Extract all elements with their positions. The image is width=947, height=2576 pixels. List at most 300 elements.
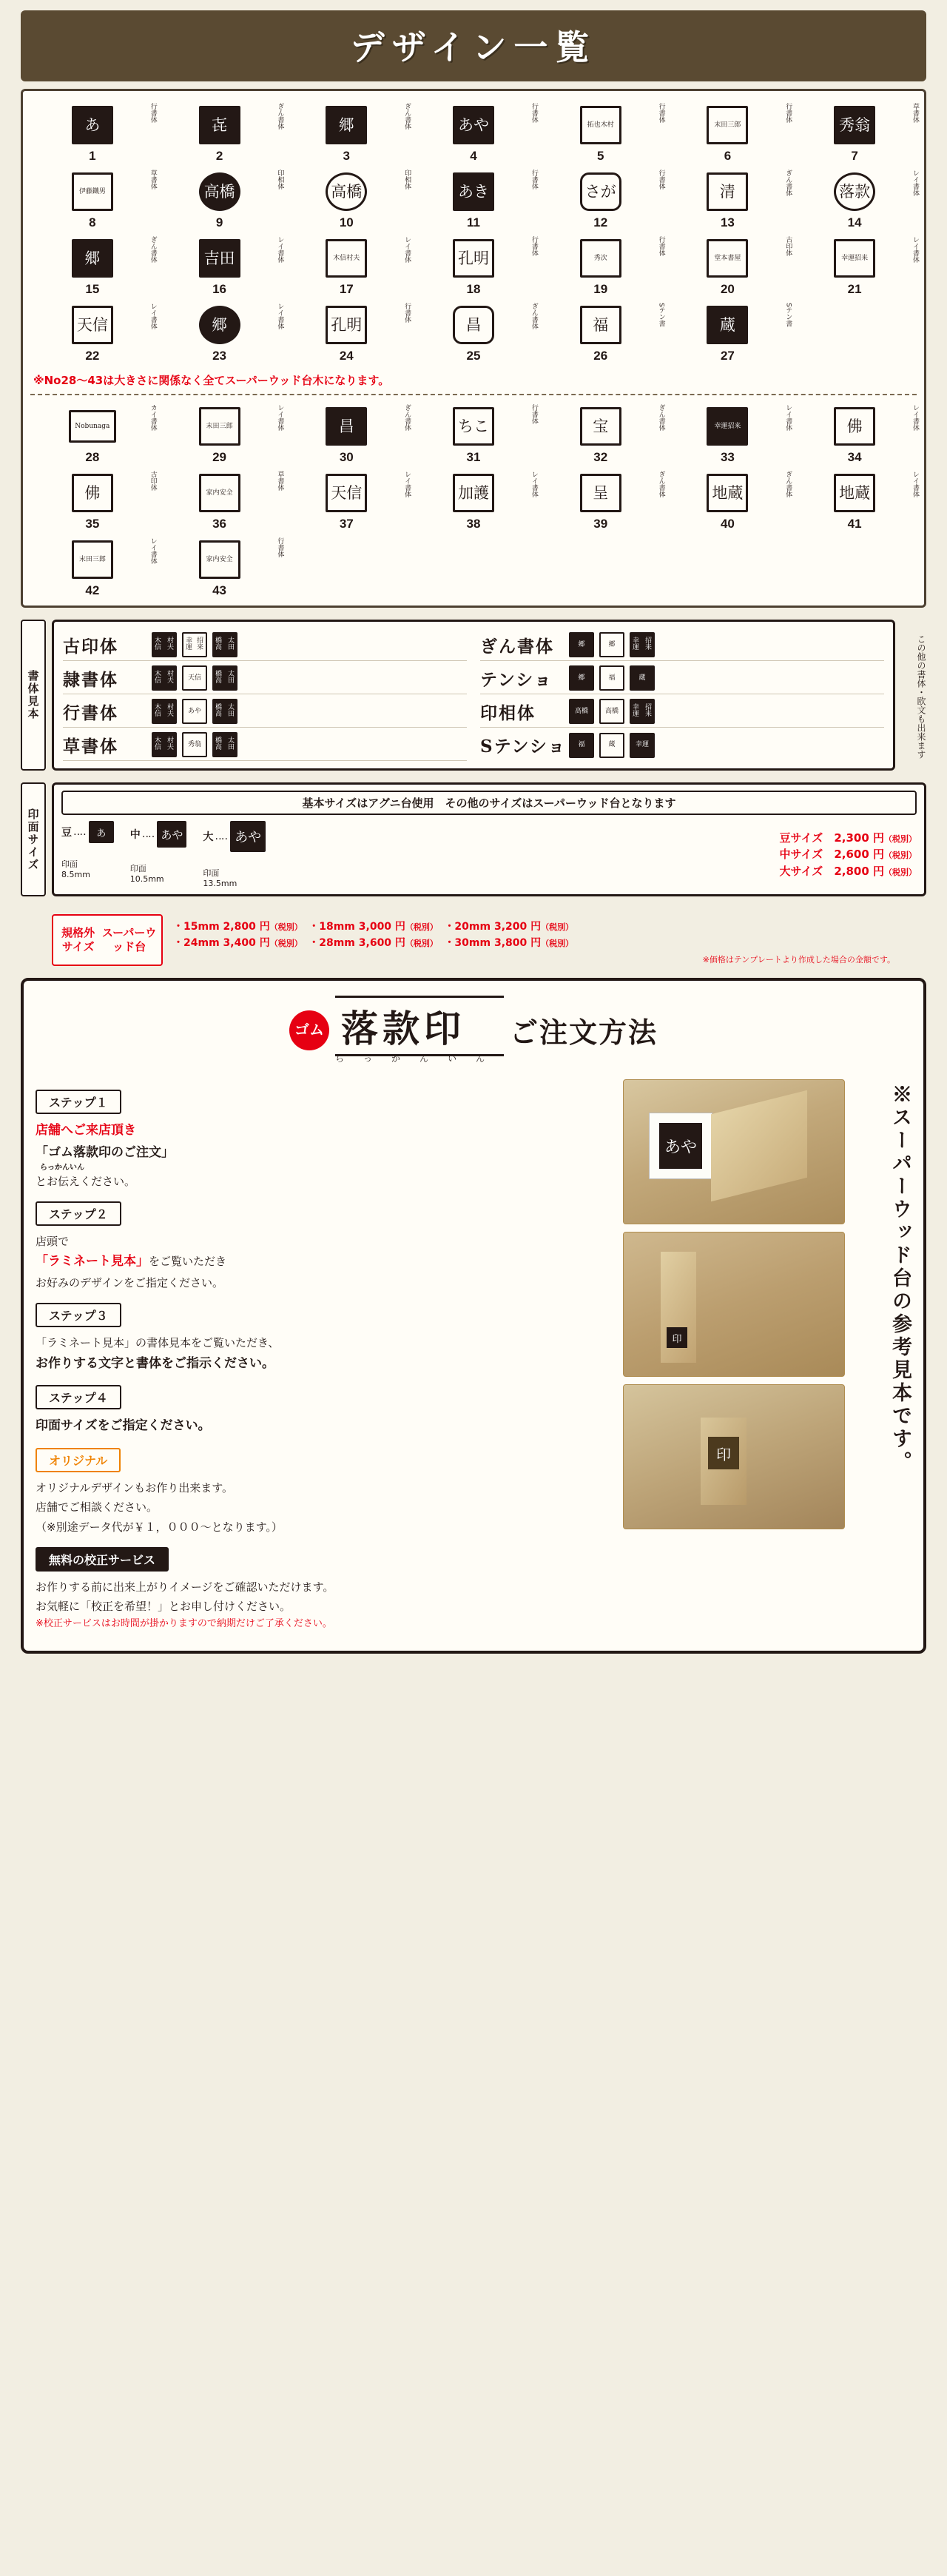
sample-stamp: 橋高 太田 — [212, 665, 237, 691]
step-tag: 無料の校正サービス — [36, 1547, 169, 1572]
out-of-spec-size: ・24mm — [173, 937, 220, 950]
design-item-stamp — [827, 404, 882, 449]
design-item-art: 蔵 — [707, 306, 748, 344]
sample-stamp: 福 — [599, 665, 624, 691]
design-item-style: 印相体 — [403, 170, 411, 189]
design-item-stamp — [700, 170, 755, 214]
size-options — [61, 821, 780, 888]
design-item-number: 8 — [89, 215, 96, 229]
sample-book-side-label: 書体見本 — [21, 620, 46, 771]
size-option-label: 中 — [129, 829, 141, 841]
design-item-style: カイ書体 — [149, 404, 157, 431]
design-item-number: 33 — [720, 450, 735, 464]
sample-stamp: 天信 — [182, 665, 207, 691]
design-item-style: 草書体 — [149, 170, 157, 189]
design-item-style: 草書体 — [911, 103, 919, 123]
page-root — [0, 10, 947, 1654]
design-item-art: 㐂 — [199, 106, 240, 144]
design-item-art: 堂本 書屋 — [707, 239, 748, 278]
design-item-art: 秀 次 — [580, 239, 621, 278]
design-item-stamp — [573, 471, 628, 515]
design-item-art: さが — [580, 172, 621, 211]
design-item-art: あ — [72, 106, 113, 144]
design-item-number: 43 — [212, 583, 227, 597]
design-item-style: レイ書体 — [276, 404, 284, 431]
design-item-number: 41 — [847, 517, 862, 531]
design-item[interactable] — [158, 301, 282, 363]
design-item[interactable] — [666, 301, 790, 363]
design-item-style: 行書体 — [530, 170, 538, 189]
order-steps — [36, 1079, 611, 1633]
design-item-art: 郷 — [72, 239, 113, 278]
design-item-art: 高橋 — [199, 172, 240, 211]
out-of-spec-price: 2,800 円 — [223, 921, 270, 933]
design-item-stamp — [192, 170, 247, 214]
design-item-stamp — [65, 170, 120, 214]
design-item-stamp — [319, 103, 374, 147]
design-item-art: あき — [453, 172, 494, 211]
design-item-number: 18 — [466, 282, 481, 296]
design-item-stamp — [192, 103, 247, 147]
step-line: とお伝えください。 — [36, 1174, 136, 1188]
design-item-stamp — [700, 404, 755, 449]
sample-stamp: 木信 村夫 — [152, 732, 177, 757]
order-title-sub: ご注文方法 — [510, 1016, 658, 1050]
design-item-style: 行書体 — [784, 103, 792, 123]
out-of-spec-section — [21, 908, 926, 966]
design-item-number: 19 — [593, 282, 608, 296]
design-item-number: 1 — [89, 149, 96, 163]
design-item-art: 天信 — [326, 474, 367, 512]
design-item-art: 郷 — [199, 306, 240, 344]
design-item-style: レイ書体 — [911, 170, 919, 196]
step-line: 「ゴム落款印のご注文」 らっかんいん — [36, 1142, 611, 1172]
design-item-art: 木信 村夫 — [326, 239, 367, 278]
design-item-stamp — [446, 404, 501, 449]
step-line: 店頭で — [36, 1235, 70, 1249]
design-item-stamp — [192, 471, 247, 515]
step-line: お作りする前に出来上がりイメージをご確認いただけます。 — [36, 1580, 334, 1594]
sample-stamp: 木信 村夫 — [152, 665, 177, 691]
design-item-number: 9 — [215, 215, 223, 229]
design-item-art: 郷 — [326, 106, 367, 144]
design-item[interactable] — [792, 235, 917, 297]
design-item-style: 古印体 — [784, 236, 792, 256]
design-item-stamp — [446, 303, 501, 347]
size-ink: 印面 8.5mm — [61, 859, 90, 879]
photo-stamp-face: あや — [659, 1123, 702, 1169]
design-item-art: 高橋 — [326, 172, 367, 211]
design-item-number: 12 — [593, 215, 608, 229]
sample-stamp: 橋高 太田 — [212, 732, 237, 757]
sample-stamp: 高橋 — [569, 699, 594, 724]
design-item-art: 幸運 招来 — [707, 407, 748, 446]
sample-style-name: 行書体 — [63, 702, 118, 723]
design-item-number: 2 — [215, 149, 223, 163]
design-item-number: 39 — [593, 517, 608, 531]
design-item[interactable] — [284, 101, 411, 164]
design-item-number: 7 — [851, 149, 858, 163]
out-of-spec-row — [173, 919, 895, 935]
design-item-number: 25 — [466, 349, 481, 363]
design-item[interactable] — [539, 168, 663, 230]
design-item-stamp — [65, 303, 120, 347]
design-item-style: レイ書体 — [149, 303, 157, 329]
design-item-number: 6 — [724, 149, 732, 163]
out-of-spec-size: ・15mm — [173, 921, 220, 933]
design-item-stamp — [446, 170, 501, 214]
photo-stamp-face: 印 — [667, 1327, 687, 1348]
design-item-number: 4 — [470, 149, 477, 163]
step-body — [36, 1478, 611, 1537]
design-item[interactable] — [792, 403, 917, 465]
design-item[interactable] — [666, 235, 790, 297]
design-item[interactable] — [30, 469, 155, 531]
sample-style-name: 古印体 — [63, 636, 118, 657]
sample-style-name: 草書体 — [63, 736, 118, 757]
design-item-art: 末田 三郎 — [199, 407, 240, 446]
design-item-style: レイ書体 — [530, 471, 538, 497]
design-item[interactable] — [539, 403, 663, 465]
design-item-stamp — [827, 236, 882, 281]
out-of-spec-note: ※価格はテンプレートより作成した場合の金額です。 — [702, 954, 895, 965]
design-item[interactable] — [30, 101, 155, 164]
design-item-art: 宝 — [580, 407, 621, 446]
design-item-style: 行書体 — [530, 236, 538, 256]
design-item-art: 家内 安全 — [199, 540, 240, 579]
out-of-spec-price-list — [163, 914, 895, 966]
size-option-label: 豆 — [61, 827, 72, 839]
size-side-label: 印面サイズ — [21, 782, 46, 896]
design-item-art: 秀翁 — [834, 106, 875, 144]
photo-stamp-face: 印 — [708, 1437, 739, 1469]
design-item-stamp — [700, 471, 755, 515]
design-item-stamp — [446, 236, 501, 281]
sample-row — [480, 696, 884, 728]
sample-stamp: あや — [182, 699, 207, 724]
step-line-ruby: らっかんいん — [40, 1163, 84, 1172]
design-item-style: ぎん書体 — [149, 236, 157, 263]
out-of-spec-price: 3,400 円 — [223, 937, 270, 950]
step-body — [36, 1577, 611, 1633]
design-item-number: 20 — [720, 282, 735, 296]
step-body — [36, 1120, 611, 1191]
design-item-number: 3 — [343, 149, 351, 163]
design-item[interactable] — [539, 301, 663, 363]
design-item-style: 草書体 — [276, 471, 284, 491]
step-line: お作りする文字と書体をご指示ください。 — [36, 1355, 274, 1371]
design-item[interactable] — [158, 469, 282, 531]
sample-style-name: 隷書体 — [63, 669, 118, 690]
design-item-style: ぎん書体 — [784, 170, 792, 196]
design-item-stamp — [65, 404, 120, 449]
design-item-style: レイ書体 — [403, 471, 411, 497]
design-item-stamp — [192, 537, 247, 582]
step-body — [36, 1232, 611, 1292]
design-item-number: 40 — [720, 517, 735, 531]
sample-stamp: 福 — [569, 733, 594, 758]
out-of-spec-size: ・30mm — [444, 937, 491, 950]
step-tag: ステップ４ — [36, 1385, 121, 1409]
order-title-ruby: らっかんいん — [334, 1053, 504, 1064]
page-title-banner — [21, 10, 926, 81]
design-item-number: 23 — [212, 349, 227, 363]
design-item[interactable] — [792, 168, 917, 230]
size-price-tax: （税別） — [884, 867, 917, 877]
size-option — [130, 821, 187, 888]
order-instructions-box — [21, 978, 926, 1654]
design-item-stamp — [192, 303, 247, 347]
design-item-art: 落款 — [834, 172, 875, 211]
design-item[interactable] — [411, 301, 536, 363]
design-item-number: 38 — [466, 517, 481, 531]
design-item-style: 行書体 — [530, 103, 538, 123]
design-item-art: 昌 — [326, 407, 367, 446]
order-photo-caption: ※スーパーウッド台の参考見本です。 — [889, 1084, 911, 1475]
design-item[interactable] — [158, 536, 282, 598]
design-item-stamp — [700, 303, 755, 347]
design-item-stamp — [319, 471, 374, 515]
design-item-number: 16 — [212, 282, 227, 296]
design-item[interactable] — [539, 101, 663, 164]
size-price-name: 中サイズ — [779, 848, 823, 862]
out-of-spec-tax: （税別） — [405, 939, 434, 949]
design-item[interactable] — [666, 403, 790, 465]
step-line: 店舗でご相談ください。 — [36, 1500, 158, 1515]
size-price-list — [780, 830, 917, 880]
design-item-style: Sテン書 — [784, 303, 792, 327]
sample-row — [480, 663, 884, 694]
design-item-art: Nobunaga — [69, 410, 116, 443]
design-item-stamp — [319, 404, 374, 449]
design-item-stamp — [446, 103, 501, 147]
order-title — [36, 991, 911, 1072]
size-box — [52, 782, 926, 896]
design-item-number: 34 — [847, 450, 862, 464]
design-item[interactable] — [284, 301, 411, 363]
design-item[interactable] — [539, 235, 663, 297]
design-item[interactable] — [411, 469, 536, 531]
design-item[interactable] — [666, 469, 790, 531]
design-item[interactable] — [792, 469, 917, 531]
sample-row — [63, 729, 467, 761]
step-line: 店舗へご来店頂き — [36, 1123, 136, 1138]
design-item-number: 24 — [339, 349, 354, 363]
size-section — [21, 782, 926, 896]
design-item-art: 幸運 招来 — [834, 239, 875, 278]
design-item-style: ぎん書体 — [784, 471, 792, 497]
step-line: お気軽に「校正を希望！」とお申し付けください。 — [36, 1600, 291, 1614]
design-list-box — [21, 89, 926, 608]
out-of-spec-size: ・20mm — [444, 921, 491, 933]
size-dots: ‥‥ — [215, 831, 228, 842]
design-item-stamp — [65, 537, 120, 582]
out-of-spec-price: 3,000 円 — [358, 921, 405, 933]
size-option-label: 大 — [203, 831, 214, 843]
design-item-number: 27 — [720, 349, 735, 363]
design-item[interactable] — [539, 469, 663, 531]
out-of-spec-label: 規格外サイズ スーパーウッド台 — [52, 914, 163, 966]
size-sample-stamp: あや — [230, 821, 266, 852]
size-price-row — [780, 863, 917, 880]
size-option — [61, 821, 114, 888]
design-item[interactable] — [411, 101, 536, 164]
design-item-stamp — [192, 404, 247, 449]
design-item[interactable] — [158, 403, 282, 465]
design-item[interactable] — [30, 168, 155, 230]
design-item-stamp — [319, 303, 374, 347]
step-line: お好みのデザインをご指定ください。 — [36, 1276, 223, 1290]
design-item-art: 佛 — [72, 474, 113, 512]
size-ink: 印面 13.5mm — [203, 868, 237, 888]
design-item-stamp — [827, 103, 882, 147]
design-item[interactable] — [666, 168, 790, 230]
design-item[interactable] — [284, 235, 411, 297]
size-price-value: 2,300 円 — [834, 831, 884, 845]
design-item-stamp — [192, 236, 247, 281]
sample-stamp: 高橋 — [599, 699, 624, 724]
design-item[interactable] — [792, 101, 917, 164]
out-of-spec-size: ・18mm — [309, 921, 355, 933]
sample-stamp: 幸運 — [630, 733, 655, 758]
design-item-style: 行書体 — [657, 103, 665, 123]
step-tag: ステップ３ — [36, 1303, 121, 1327]
design-item-number: 10 — [339, 215, 354, 229]
design-item-number: 26 — [593, 349, 608, 363]
sample-style-name: ぎん書体 — [480, 636, 554, 657]
design-item-style: レイ書体 — [403, 236, 411, 263]
design-item-number: 22 — [85, 349, 100, 363]
design-item-style: 印相体 — [276, 170, 284, 189]
sample-stamp: 郷 — [569, 632, 594, 657]
design-item-art: あや — [453, 106, 494, 144]
design-item[interactable] — [30, 301, 155, 363]
out-of-spec-tax: （税別） — [269, 922, 299, 932]
design-item-number: 17 — [339, 282, 354, 296]
design-item-style: 古印体 — [149, 471, 157, 491]
design-item-style: 行書体 — [403, 303, 411, 323]
sample-row — [480, 729, 884, 761]
design-item-stamp — [573, 103, 628, 147]
gomu-badge: ゴム — [289, 1010, 329, 1050]
size-price-value: 2,600 円 — [834, 848, 884, 862]
design-item-art: 福 — [580, 306, 621, 344]
design-item-art: 拓也 木村 — [580, 106, 621, 144]
design-item-number: 5 — [596, 149, 604, 163]
design-item-stamp — [65, 471, 120, 515]
design-item[interactable] — [284, 403, 411, 465]
size-dots: ‥‥ — [73, 826, 86, 838]
design-item[interactable] — [30, 536, 155, 598]
size-dots: ‥‥ — [141, 828, 155, 840]
size-sample-stamp: あ — [89, 821, 114, 843]
design-item-style: ぎん書体 — [403, 404, 411, 431]
step-line: 印面サイズをご指定ください。 — [36, 1418, 211, 1434]
design-item-number: 32 — [593, 450, 608, 464]
size-headline: 基本サイズはアグニ台使用 その他のサイズはスーパーウッド台となります — [61, 791, 917, 815]
design-item-art: 末田 三郎 — [72, 540, 113, 579]
design-item-style: 行書体 — [276, 537, 284, 557]
sample-row — [480, 629, 884, 661]
design-item[interactable] — [284, 469, 411, 531]
photo-stamp-block-face — [623, 1079, 845, 1224]
step-line: ※校正サービスはお時間が掛かりますので納期だけご了承ください。 — [36, 1618, 332, 1630]
design-item-art: 呈 — [580, 474, 621, 512]
design-item-style: 行書体 — [657, 236, 665, 256]
design-item-style: ぎん書体 — [403, 103, 411, 130]
step-body — [36, 1415, 611, 1438]
design-item-style: Sテン書 — [657, 303, 665, 327]
design-item-art: 地蔵 — [707, 474, 748, 512]
design-grid-top — [30, 101, 917, 363]
design-item-style: 行書体 — [149, 103, 157, 123]
out-of-spec-tax: （税別） — [541, 922, 574, 932]
design-item[interactable] — [158, 235, 282, 297]
sample-stamp: 秀翁 — [182, 732, 207, 757]
sample-book-right-note: この他の書体・欧文も出来ます — [916, 634, 926, 759]
design-item-art: 孔明 — [453, 239, 494, 278]
sample-row — [63, 696, 467, 728]
design-item[interactable] — [158, 101, 282, 164]
design-item-number: 30 — [339, 450, 354, 464]
design-item-style: 行書体 — [530, 404, 538, 424]
sample-stamp: 郷 — [569, 665, 594, 691]
design-item[interactable] — [411, 403, 536, 465]
design-item-stamp — [573, 404, 628, 449]
order-photos — [623, 1079, 845, 1633]
design-item-art: 昌 — [453, 306, 494, 344]
out-of-spec-price: 3,800 円 — [493, 937, 542, 950]
step-tag: ステップ１ — [36, 1090, 121, 1114]
sample-style-name: Sテンショ — [480, 737, 567, 757]
step-tag: ステップ２ — [36, 1201, 121, 1226]
sample-row — [63, 629, 467, 661]
design-item[interactable] — [411, 168, 536, 230]
design-item-art: 家内 安全 — [199, 474, 240, 512]
size-price-tax: （税別） — [884, 851, 917, 861]
step-tag: オリジナル — [36, 1448, 121, 1472]
design-item-art: 伊藤 鐵男 — [72, 172, 113, 211]
design-item-art: 佛 — [834, 407, 875, 446]
design-item[interactable] — [158, 168, 282, 230]
design-item[interactable] — [284, 168, 411, 230]
out-of-spec-tax: （税別） — [269, 939, 299, 949]
design-grid-bottom — [30, 403, 917, 598]
design-item[interactable] — [30, 403, 155, 465]
design-item-stamp — [573, 170, 628, 214]
design-item-number: 42 — [85, 583, 100, 597]
design-item-style: ぎん書体 — [657, 404, 665, 431]
design-item[interactable] — [411, 235, 536, 297]
design-item-art: 吉田 — [199, 239, 240, 278]
design-item-art: 天信 — [72, 306, 113, 344]
step-line: オリジナルデザインもお作り出来ます。 — [36, 1481, 234, 1495]
design-item-stamp — [827, 471, 882, 515]
out-of-spec-row — [173, 935, 895, 951]
design-item-stamp — [573, 236, 628, 281]
step-line: （※別途データ代が￥１，０００〜となります。） — [36, 1520, 283, 1534]
design-list-note: ※No28〜43は大きさに関係なく全てスーパーウッド台木になります。 — [33, 374, 390, 387]
design-item-number: 31 — [466, 450, 481, 464]
size-ink: 印面 10.5mm — [129, 864, 164, 884]
design-item-art: ちこ — [453, 407, 494, 446]
design-item-stamp — [65, 103, 120, 147]
design-item[interactable] — [30, 235, 155, 297]
size-price-name: 大サイズ — [779, 864, 823, 878]
design-item[interactable] — [666, 101, 790, 164]
sample-book-section — [21, 620, 926, 771]
step-body — [36, 1333, 611, 1375]
